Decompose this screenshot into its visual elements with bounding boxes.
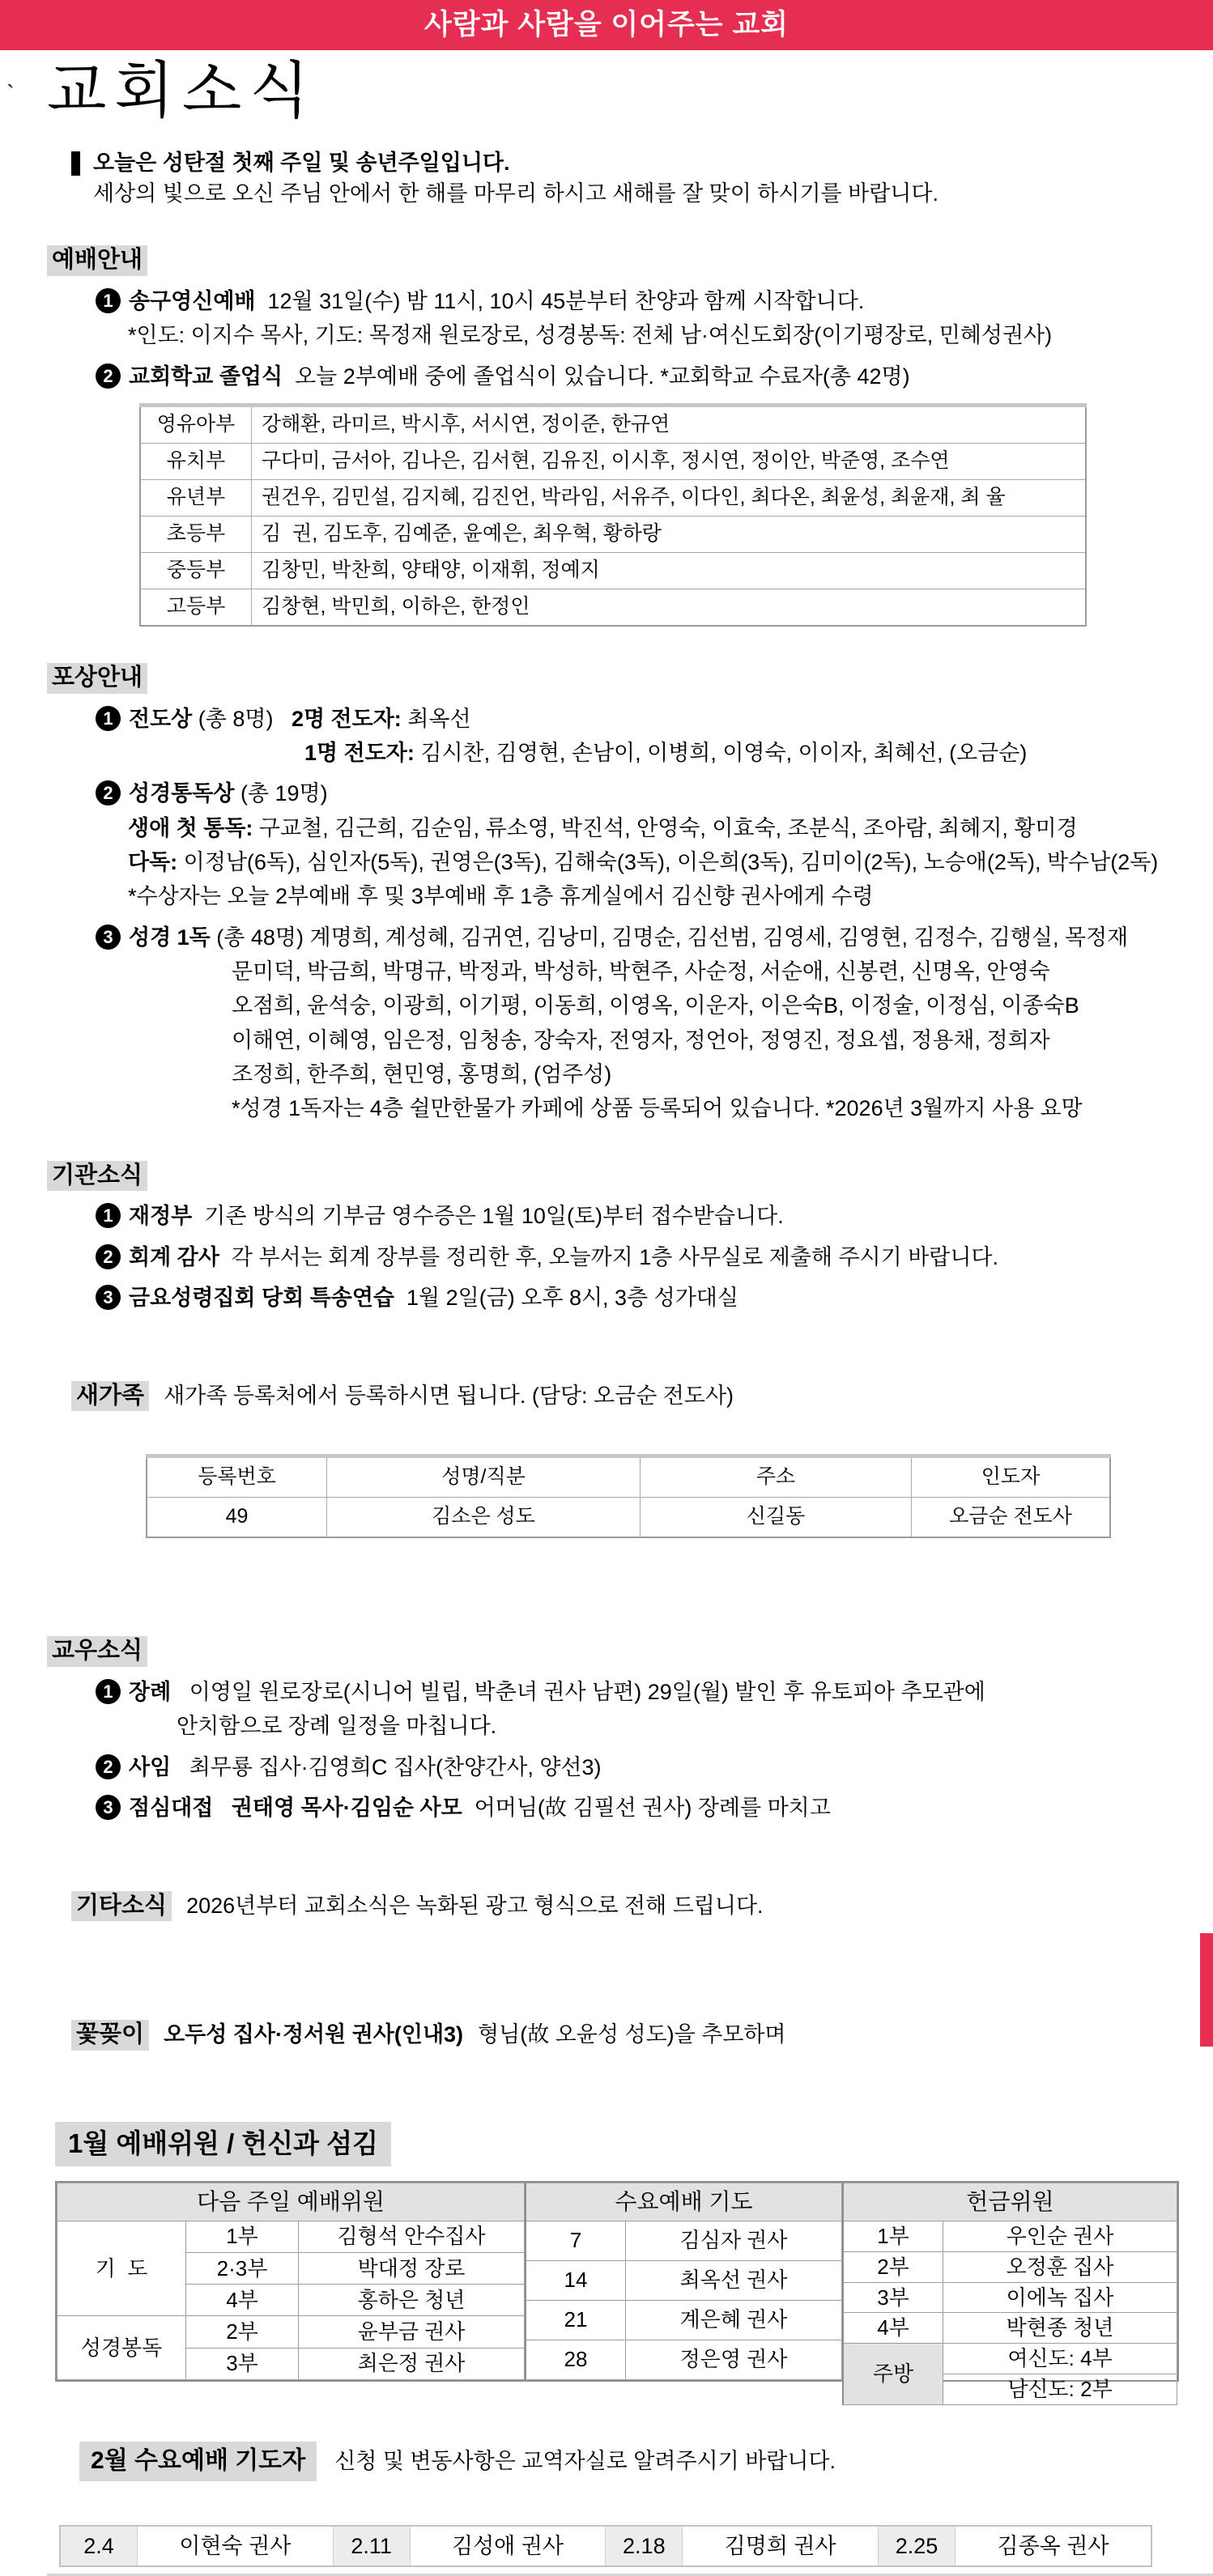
part-cell: 3부 — [186, 2348, 299, 2379]
member-item-1-text1: 이영일 원로장로(시니어 빌립, 박춘녀 권사 남편) 29일(월) 발인 후 유토피아 추모관에 — [189, 1679, 985, 1704]
member-item-1-text2: 안치함으로 장례 일정을 마칩니다. — [177, 1714, 497, 1739]
member-item-2-text: 최무룡 집사·김영희C 집사(찬양간사, 양선3) — [189, 1754, 602, 1779]
dept-cell: 영유아부 — [140, 405, 252, 443]
awards-one-names: 김시찬, 김영현, 손남이, 이병희, 이영숙, 이이자, 최혜선, (오금순) — [420, 740, 1028, 765]
org-item-2-text: 각 부서는 회계 장부를 정리한 후, 오늘까지 1층 사무실로 제출해 주시기 바랍니다. — [231, 1244, 999, 1269]
circled-number-icon: 3 — [96, 1795, 121, 1820]
circled-number-icon: 1 — [96, 1203, 121, 1228]
date-cell: 28 — [526, 2340, 626, 2379]
name-cell: 최옥선 권사 — [626, 2260, 842, 2300]
name-cell: 김명희 권사 — [683, 2526, 879, 2566]
section-label-new-family: 새가족 — [71, 1381, 149, 1412]
awards-item-1-label: 전도상 — [129, 706, 193, 731]
dept-cell: 중등부 — [140, 552, 252, 589]
group-cell-reading: 성경봉독 — [57, 2316, 186, 2379]
names-cell: 구다미, 금서아, 김나은, 김서현, 김유진, 이시후, 정시연, 정이안, 박준영, 조수연 — [252, 443, 1087, 479]
new-family-table — [146, 1454, 1111, 1538]
stray-mark: ` — [6, 81, 15, 108]
org-item-3-label: 금요성령집회 당회 특송연습 — [129, 1285, 394, 1310]
bible-readers-line: 이해연, 이혜영, 임은정, 임청송, 장숙자, 전영자, 정언아, 정영진, 정요셉, 정용채, 정희자 — [232, 1027, 1050, 1052]
table-row — [843, 2251, 1177, 2282]
cell-number: 49 — [147, 1497, 327, 1537]
graduates-table — [139, 403, 1087, 627]
table-row — [526, 2300, 842, 2340]
member-item-1-label: 장례 — [129, 1679, 172, 1704]
circled-number-icon: 1 — [96, 288, 121, 313]
header-cell: 주소 — [641, 1456, 912, 1497]
table-row — [843, 2221, 1177, 2251]
header-cell: 등록번호 — [147, 1456, 327, 1497]
section-label-etc: 기타소식 — [71, 1891, 172, 1922]
kitchen-cell: 주방 — [843, 2344, 943, 2405]
name-cell: 박대정 장로 — [299, 2252, 525, 2284]
intro-notice — [71, 147, 1166, 210]
date-cell: 2.18 — [606, 2526, 683, 2566]
awards-item-2-label: 성경통독상 — [129, 781, 235, 806]
name-cell: 오정훈 집사 — [943, 2251, 1177, 2282]
date-cell: 21 — [526, 2300, 626, 2340]
member-item-1 — [47, 1677, 1166, 1707]
table-row — [140, 552, 1086, 589]
section-flowers — [47, 1988, 1166, 2081]
feb-prayer-label: 2월 수요예배 기도자 — [79, 2442, 317, 2481]
worship-item-2-label: 교회학교 졸업식 — [129, 363, 283, 389]
circled-number-icon: 3 — [96, 925, 121, 950]
name-cell: 최은정 권사 — [299, 2348, 525, 2379]
circled-number-icon: 2 — [96, 780, 121, 806]
names-cell: 김창현, 박민희, 이하은, 한정인 — [252, 589, 1087, 626]
member-item-3-names: 권태영 목사·김임순 사모 — [231, 1795, 462, 1820]
section-etc-news — [47, 1859, 1166, 1952]
table-row — [140, 589, 1086, 626]
offering-subtable — [842, 2183, 1177, 2405]
table-header-row — [147, 1456, 1110, 1497]
awards-two-label: 2명 전도자: — [291, 706, 402, 731]
flower-names: 오두성 집사·정서원 권사(인내3) — [164, 2021, 464, 2047]
bible-readers-line: 계명희, 계성혜, 김귀연, 김낭미, 김명순, 김선범, 김영세, 김영현, 김정수, 김행실, 목정재 — [309, 925, 1129, 950]
part-cell: 3부 — [843, 2282, 943, 2313]
name-cell: 박현종 청년 — [943, 2313, 1177, 2344]
date-cell: 2.11 — [333, 2526, 410, 2566]
section-feb-prayer — [55, 2411, 1166, 2512]
name-cell: 계은혜 권사 — [626, 2300, 842, 2340]
section-label-member: 교우소식 — [47, 1636, 147, 1667]
name-cell: 이현숙 권사 — [138, 2526, 334, 2566]
org-item-1-label: 재정부 — [129, 1204, 193, 1229]
name-cell: 김심자 권사 — [626, 2221, 842, 2260]
table-row — [843, 2313, 1177, 2344]
section-label-org: 기관소식 — [47, 1161, 147, 1192]
awards-one-line — [47, 738, 1166, 768]
new-family-text: 새가족 등록처에서 등록하시면 됩니다. (담당: 오금순 전도사) — [164, 1383, 734, 1408]
awards-item-3 — [47, 922, 1166, 953]
awards-one-label: 1명 전도자: — [304, 740, 415, 765]
part-cell: 1부 — [843, 2221, 943, 2251]
cell-name: 김소은 성도 — [327, 1497, 641, 1537]
section-label-awards: 포상안내 — [47, 663, 147, 694]
table-row — [526, 2340, 842, 2379]
table-header-row — [526, 2183, 842, 2221]
etc-text: 2026년부터 교회소식은 녹화된 광고 형식으로 전해 드립니다. — [186, 1893, 764, 1918]
org-item-1 — [47, 1201, 1166, 1231]
table-row — [526, 2221, 842, 2260]
part-cell: 2부 — [186, 2316, 299, 2348]
member-item-3-label: 점심대접 — [129, 1795, 214, 1820]
worship-item-1 — [47, 286, 1166, 317]
table-row — [57, 2221, 525, 2252]
awards-first-read-line — [47, 813, 1166, 844]
bible-readers-line: 조정희, 한주희, 현민영, 홍명희, (엄주성) — [232, 1061, 612, 1086]
section-label-flowers: 꽃꽂이 — [71, 2020, 149, 2051]
section-committee — [47, 2081, 1166, 2402]
multi-read-label: 다독: — [128, 849, 178, 874]
multi-read-names: 이정남(6독), 심인자(5독), 권영은(3독), 김해숙(3독), 이은희(3독), 김미이(2독), 노승애(2독), 박수남(2독) — [183, 849, 1159, 874]
name-cell: 이에녹 집사 — [943, 2282, 1177, 2313]
awards-item-1 — [47, 704, 1166, 734]
part-cell: 4부 — [843, 2313, 943, 2344]
name-cell: 김성애 권사 — [410, 2526, 606, 2566]
awards-two-names: 최옥선 — [407, 706, 471, 731]
name-cell: 김형석 안수집사 — [299, 2221, 525, 2252]
table-header-row — [843, 2183, 1177, 2221]
names-cell: 강해환, 라미르, 박시후, 서시연, 정이준, 한규연 — [252, 405, 1087, 443]
section-org-news — [47, 1160, 1166, 1314]
bible-readers-line: 오점희, 윤석숭, 이광희, 이기평, 이동희, 이영옥, 이운자, 이은숙B, 이정술, 이정심, 이종숙B — [232, 993, 1079, 1018]
circled-number-icon: 1 — [96, 1679, 121, 1704]
table-row — [140, 516, 1086, 552]
org-item-3-text: 1월 2일(금) 오후 8시, 3층 성가대실 — [406, 1285, 738, 1310]
worship-item-1-text: 12월 31일(수) 밤 11시, 10시 45분부터 찬양과 함께 시작합니다. — [267, 288, 865, 313]
intro-line-1 — [71, 147, 1166, 178]
flower-text: 형님(故 오윤성 성도)을 추모하며 — [478, 2021, 786, 2047]
awards-item-1-count: (총 8명) — [198, 706, 274, 731]
member-item-3-text: 어머님(故 김필선 권사) 장례를 마치고 — [474, 1795, 831, 1820]
dept-cell: 초등부 — [140, 516, 252, 552]
name-cell: 여신도: 4부 — [943, 2344, 1177, 2374]
worship-item-1-sub: *인도: 이지수 목사, 기도: 목정재 원로장로, 성경봉독: 전체 남·여신도회장(이기평장로, 민혜성권사) — [128, 323, 1053, 348]
feb-prayer-table — [59, 2525, 1152, 2567]
header-cell: 헌금위원 — [843, 2183, 1177, 2221]
committee-header: 1월 예배위원 / 헌신과 섬김 — [55, 2122, 391, 2166]
worship-item-2-text: 오늘 2부예배 중에 졸업식이 있습니다. *교회학교 수료자(총 42명) — [295, 363, 910, 389]
circled-number-icon: 1 — [96, 706, 121, 731]
org-item-3 — [47, 1282, 1166, 1313]
circled-number-icon: 2 — [96, 363, 121, 389]
cell-address: 신길동 — [641, 1497, 912, 1537]
org-item-1-text: 기존 방식의 기부금 영수증은 1월 10일(토)부터 접수받습니다. — [204, 1204, 784, 1229]
name-cell: 정은영 권사 — [626, 2340, 842, 2379]
name-cell: 김종옥 권사 — [955, 2526, 1151, 2566]
date-cell: 2.25 — [878, 2526, 955, 2566]
date-cell: 7 — [526, 2221, 626, 2260]
part-cell: 1부 — [186, 2221, 299, 2252]
date-cell: 14 — [526, 2260, 626, 2300]
header-cell: 다음 주일 예배위원 — [57, 2183, 525, 2221]
circled-number-icon: 3 — [96, 1285, 121, 1310]
bulletin-body — [0, 58, 1213, 2576]
awards-note-1: *수상자는 오늘 2부예배 후 및 3부예배 후 1층 휴게실에서 김신향 권사에게 수령 — [128, 884, 874, 909]
intro-line-1-text: 오늘은 성탄절 첫째 주일 및 송년주일입니다. — [93, 150, 510, 175]
dept-cell: 유치부 — [140, 443, 252, 479]
part-cell: 4부 — [186, 2285, 299, 2316]
member-item-2-label: 사임 — [129, 1754, 172, 1779]
bible-readers-line: 문미덕, 박금희, 박명규, 박정과, 박성하, 박현주, 사순정, 서순애, 신봉련, 신명옥, 안영숙 — [232, 959, 1050, 984]
table-row — [60, 2526, 1151, 2566]
first-read-names: 구교철, 김근희, 김순임, 류소영, 박진석, 안영숙, 이효숙, 조분식, 조아람, 최혜지, 황미경 — [258, 815, 1078, 840]
table-row — [843, 2344, 1177, 2374]
section-awards — [47, 662, 1166, 1124]
cell-guide: 오금순 전도사 — [912, 1497, 1111, 1537]
bar-marker-icon — [71, 151, 80, 176]
page-title: 교회소식 — [47, 57, 317, 125]
names-cell: 김 권, 김도후, 김예준, 윤예은, 최우혁, 황하랑 — [252, 516, 1087, 552]
org-item-2 — [47, 1242, 1166, 1273]
first-read-label: 생애 첫 통독: — [128, 815, 253, 840]
section-new-family — [47, 1349, 1166, 1600]
part-cell: 2·3부 — [186, 2252, 299, 2284]
table-row — [140, 479, 1086, 516]
next-week-subtable — [57, 2183, 525, 2380]
table-row — [526, 2260, 842, 2300]
committee-table — [55, 2181, 1179, 2402]
table-row — [140, 443, 1086, 479]
section-worship-info — [47, 244, 1166, 627]
table-row — [140, 405, 1086, 443]
awards-item-3-label: 성경 1독 — [129, 925, 211, 950]
feb-prayer-text: 신청 및 변동사항은 교역자실로 알려주시기 바랍니다. — [334, 2449, 836, 2474]
dept-cell: 고등부 — [140, 589, 252, 626]
section-member-news — [47, 1635, 1166, 1823]
awards-item-2 — [47, 778, 1166, 809]
name-cell: 홍하은 청년 — [299, 2285, 525, 2316]
name-cell: 남신도: 2부 — [943, 2374, 1177, 2405]
worship-item-1-label: 송구영신예배 — [129, 288, 256, 313]
circled-number-icon: 2 — [96, 1244, 121, 1269]
part-cell: 2부 — [843, 2251, 943, 2282]
names-cell: 김창민, 박찬희, 양태양, 이재휘, 정예지 — [252, 552, 1087, 589]
date-cell: 2.4 — [60, 2526, 138, 2566]
worship-item-2 — [47, 361, 1166, 392]
names-cell: 권건우, 김민설, 김지혜, 김진언, 박라임, 서유주, 이다인, 최다온, 최윤성, 최윤재, 최 율 — [252, 479, 1087, 516]
wednesday-prayer-subtable — [525, 2183, 842, 2380]
header-cell: 성명/직분 — [327, 1456, 641, 1497]
header-cell: 인도자 — [912, 1456, 1111, 1497]
table-header-row — [57, 2183, 525, 2221]
banner-title: 사람과 사람을 이어주는 교회 — [424, 9, 789, 41]
table-row — [57, 2316, 525, 2348]
red-edge-stripe — [1200, 1933, 1213, 2047]
table-row — [147, 1497, 1110, 1537]
intro-line-2: 세상의 빛으로 오신 주님 안에서 한 해를 마무리 하시고 새해를 잘 맞이 하시기를 바랍니다. — [93, 181, 938, 206]
name-cell: 윤부금 권사 — [299, 2316, 525, 2348]
table-row — [843, 2282, 1177, 2313]
member-item-2 — [47, 1752, 1166, 1783]
top-banner — [0, 0, 1213, 50]
member-item-3 — [47, 1792, 1166, 1823]
section-label-worship: 예배안내 — [47, 245, 147, 276]
org-item-2-label: 회계 감사 — [129, 1244, 219, 1269]
awards-item-2-count: (총 19명) — [240, 781, 328, 806]
awards-note-2: *성경 1독자는 4층 쉴만한물가 카페에 상품 등록되어 있습니다. *2026년 3월까지 사용 요망 — [232, 1096, 1083, 1121]
header-cell: 수요예배 기도 — [526, 2183, 842, 2221]
awards-multi-read-line — [47, 847, 1166, 878]
awards-item-3-count: (총 48명) — [216, 925, 304, 950]
dept-cell: 유년부 — [140, 479, 252, 516]
group-cell-prayer: 기 도 — [57, 2221, 186, 2316]
name-cell: 우인순 권사 — [943, 2221, 1177, 2251]
circled-number-icon: 2 — [96, 1754, 121, 1779]
